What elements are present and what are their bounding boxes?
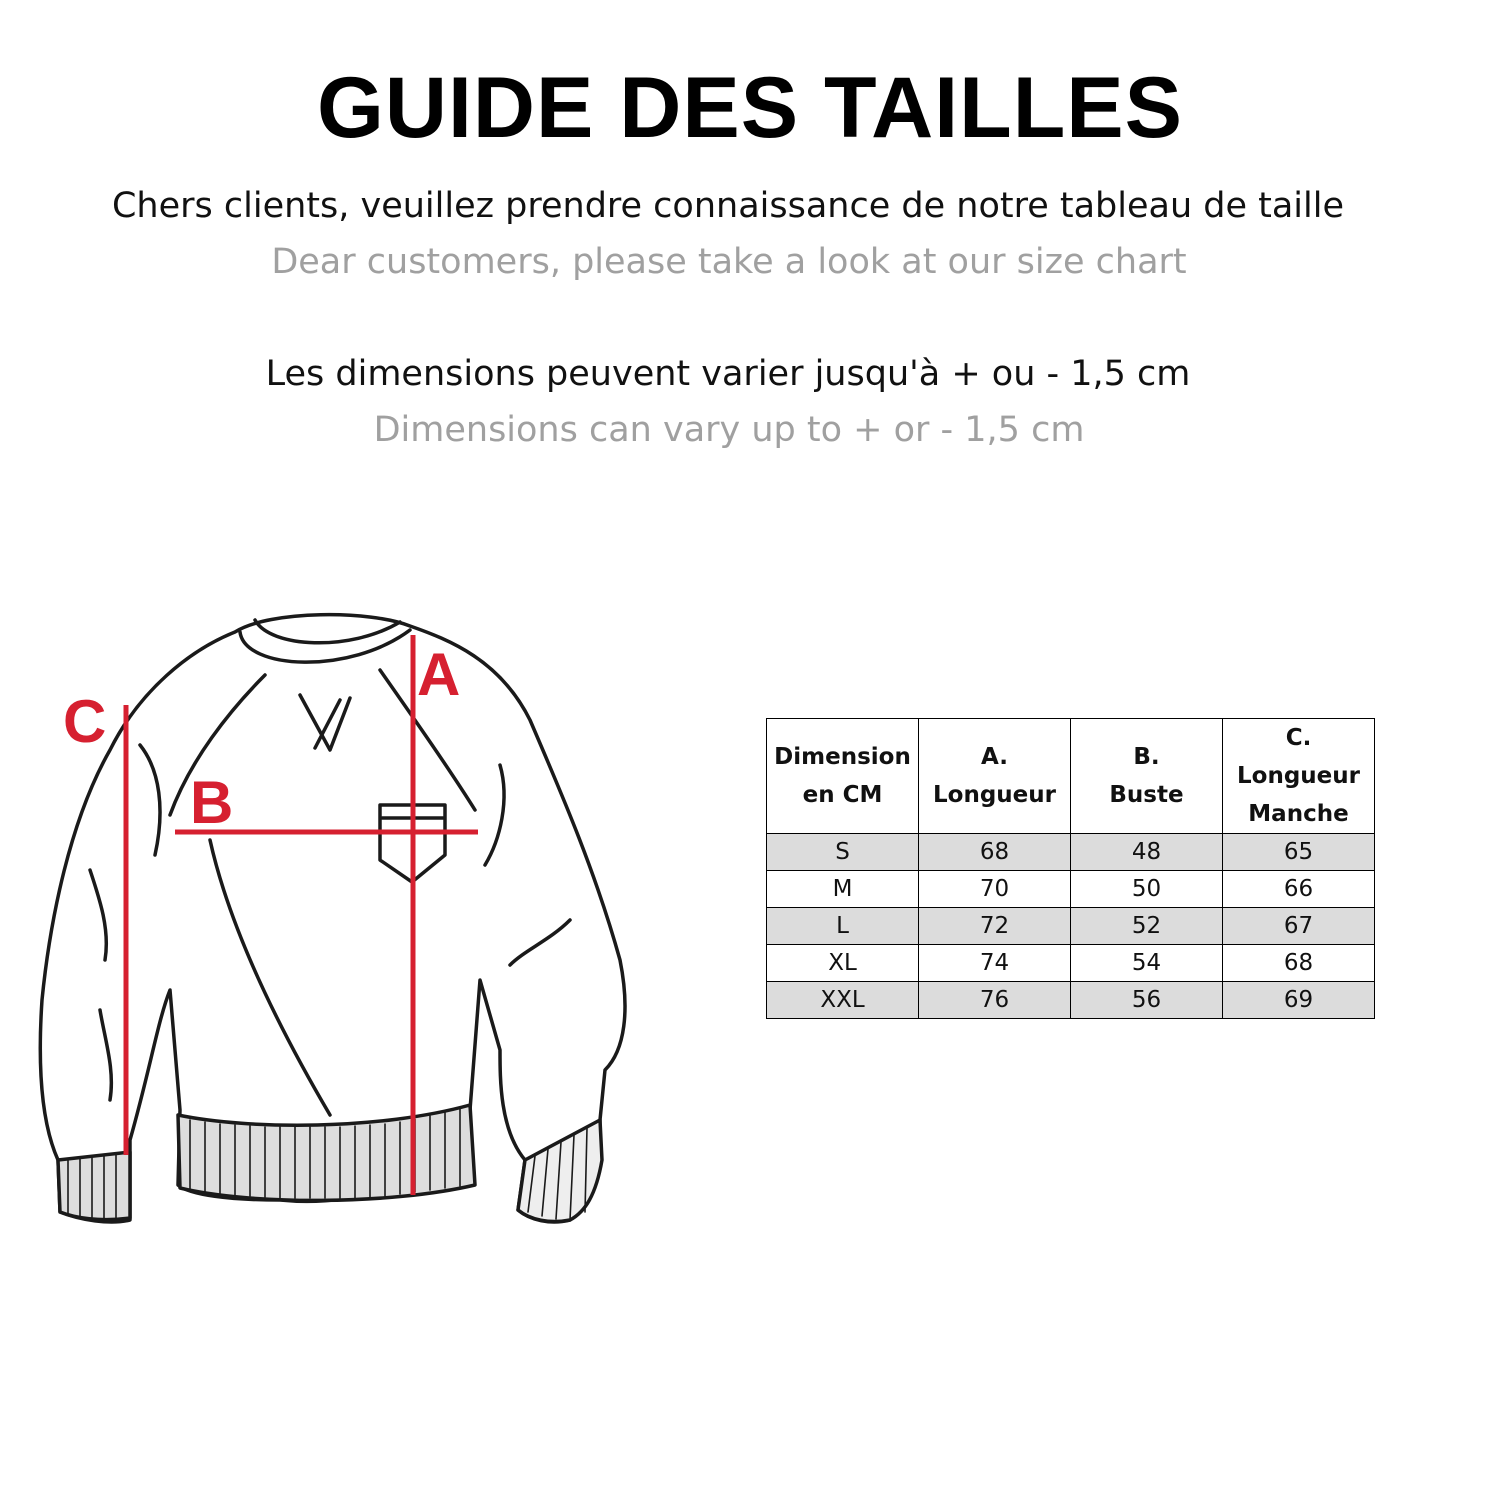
cell-buste: 52: [1071, 908, 1223, 945]
cell-buste: 56: [1071, 982, 1223, 1019]
cell-manche: 68: [1223, 945, 1375, 982]
left-cuff: [58, 1152, 130, 1220]
tolerance-note-en: Dimensions can vary up to + or - 1,5 cm: [373, 410, 1085, 450]
header-buste: B. Buste: [1071, 719, 1223, 834]
cell-manche: 66: [1223, 871, 1375, 908]
table-header-row: [767, 719, 1375, 834]
cell-manche: 65: [1223, 834, 1375, 871]
cell-longueur: 74: [919, 945, 1071, 982]
cell-size: XXL: [767, 982, 919, 1019]
label-c: C: [63, 688, 107, 755]
header-longueur: A. Longueur: [919, 719, 1071, 834]
header-longueur-manche: C. Longueur Manche: [1223, 719, 1375, 834]
cell-size: L: [767, 908, 919, 945]
cell-buste: 48: [1071, 834, 1223, 871]
cell-buste: 50: [1071, 871, 1223, 908]
header-dimension: Dimension en CM: [767, 719, 919, 834]
cell-size: S: [767, 834, 919, 871]
table-row: [767, 945, 1375, 982]
cell-size: M: [767, 871, 919, 908]
label-b: B: [190, 769, 234, 836]
table-row: [767, 982, 1375, 1019]
cell-longueur: 72: [919, 908, 1071, 945]
cell-longueur: 68: [919, 834, 1071, 871]
intro-text-en: Dear customers, please take a look at our size chart: [271, 242, 1187, 282]
cell-manche: 67: [1223, 908, 1375, 945]
size-table: [766, 718, 1375, 1019]
intro-text-fr: Chers clients, veuillez prendre connaissance de notre tableau de taille: [111, 186, 1345, 226]
cell-buste: 54: [1071, 945, 1223, 982]
cell-manche: 69: [1223, 982, 1375, 1019]
cell-size: XL: [767, 945, 919, 982]
table-row: [767, 908, 1375, 945]
cell-longueur: 76: [919, 982, 1071, 1019]
cell-longueur: 70: [919, 871, 1071, 908]
tolerance-note-fr: Les dimensions peuvent varier jusqu'à + ou - 1,5 cm: [265, 354, 1191, 394]
page-title: GUIDE DES TAILLES: [317, 60, 1183, 156]
table-row: [767, 871, 1375, 908]
sweatshirt-illustration: [30, 600, 650, 1240]
label-a: A: [417, 641, 461, 708]
table-row: [767, 834, 1375, 871]
